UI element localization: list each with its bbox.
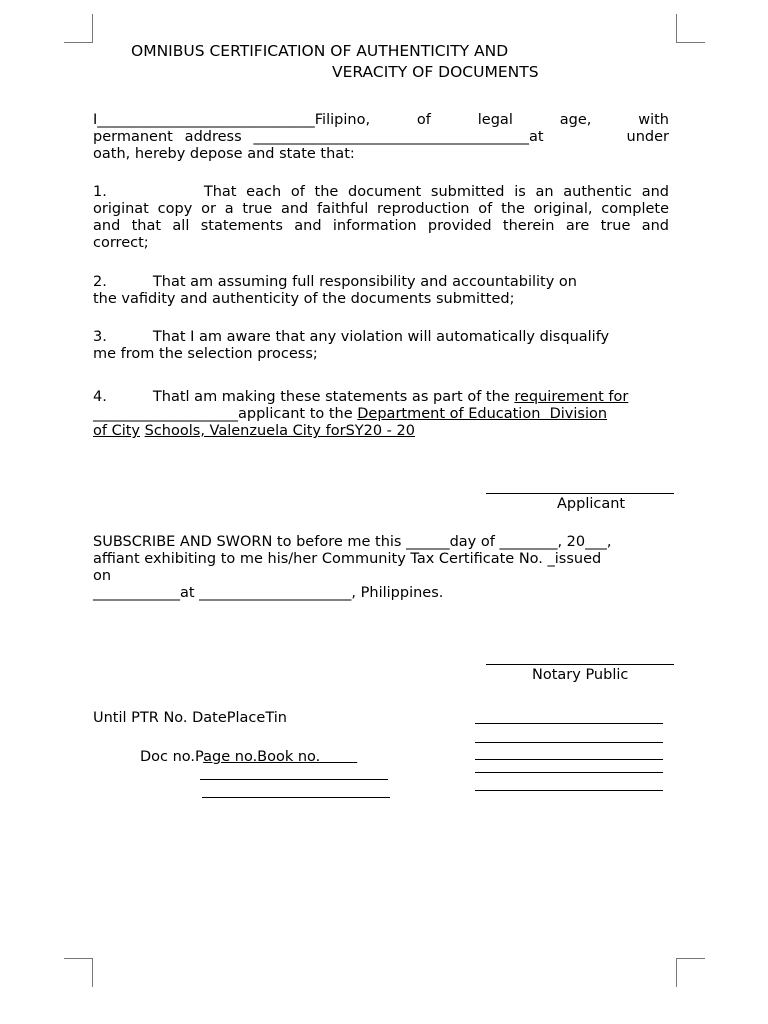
item-1-line-3: and that all statements and information provided therein are true and (93, 218, 669, 234)
item-2-line-1: 2. That am assuming full responsibility and accountability on (93, 274, 577, 290)
item-1-line-2: originat copy or a true and faithful reproduction of the original, complete (93, 201, 669, 217)
ptr-blank-line (475, 723, 663, 724)
schools-valenzuela-text: Schools, Valenzuela City forSY20 - 20 (144, 423, 415, 439)
deped-division-text: Department of Education Division (357, 406, 608, 422)
ptr-line: Until PTR No. DatePlaceTin (93, 710, 287, 726)
item-4-line-3 (93, 423, 415, 440)
place-blank-line (475, 759, 663, 760)
intro-paragraph (93, 112, 669, 163)
sworn-line-2: affiant exhibiting to me his/her Community Tax Certificate No. _issued (93, 551, 602, 567)
date-blank-line (475, 742, 663, 743)
book-no-blank-line (202, 797, 390, 798)
intro-line-2: permanent address ______________________________________at under (93, 129, 669, 145)
notary-public-label: Notary Public (532, 667, 629, 683)
item-4-line-1-text: 4. Thatl am making these statements as part of the (93, 389, 515, 405)
crop-mark-top-right (676, 14, 705, 43)
notary-signature-line (486, 664, 674, 665)
document-title-line2: VERACITY OF DOCUMENTS (332, 63, 539, 81)
item-1-paragraph (93, 184, 669, 252)
applicant-signature-line (486, 493, 674, 494)
page-no-blank-line (200, 779, 388, 780)
sworn-line-4: ____________at _____________________, Philippines. (93, 585, 444, 601)
intro-line-3: oath, hereby depose and state that: (93, 146, 355, 162)
item-1-line-1: 1. That each of the document submitted is an authentic and (93, 184, 669, 200)
item-4-line-1 (93, 389, 628, 406)
sworn-line-3: on (93, 568, 112, 584)
document-title-line1: OMNIBUS CERTIFICATION OF AUTHENTICITY AND (131, 42, 509, 60)
doc-page-book-line (140, 749, 357, 766)
intro-line-1: I______________________________Filipino, of legal age, with (93, 112, 669, 128)
item-2-line-2: the vafidity and authenticity of the documents submitted; (93, 291, 515, 307)
applicant-label: Applicant (557, 496, 626, 512)
item-3-line-2: me from the selection process; (93, 346, 318, 362)
crop-mark-bottom-left (64, 958, 93, 987)
crop-mark-top-left (64, 14, 93, 43)
extra-blank-line (475, 790, 663, 791)
sworn-line-1: SUBSCRIBE AND SWORN to before me this ______day of ________, 20___, (93, 534, 612, 550)
doc-no-text: Doc no.P (140, 749, 204, 765)
item-3-line-1: 3. That I am aware that any violation will automatically disqualify (93, 329, 610, 345)
item-1-line-4: correct; (93, 235, 149, 251)
of-city-text: of City (93, 423, 141, 439)
requirement-link-text: requirement for (514, 389, 629, 405)
page-book-text: age no.Book no. (203, 749, 358, 765)
tin-blank-line (475, 772, 663, 773)
applicant-blank: ____________________ (93, 406, 238, 422)
item-4-line-2 (93, 406, 607, 423)
item-4-line-2-text: applicant to the (238, 406, 358, 422)
crop-mark-bottom-right (676, 958, 705, 987)
